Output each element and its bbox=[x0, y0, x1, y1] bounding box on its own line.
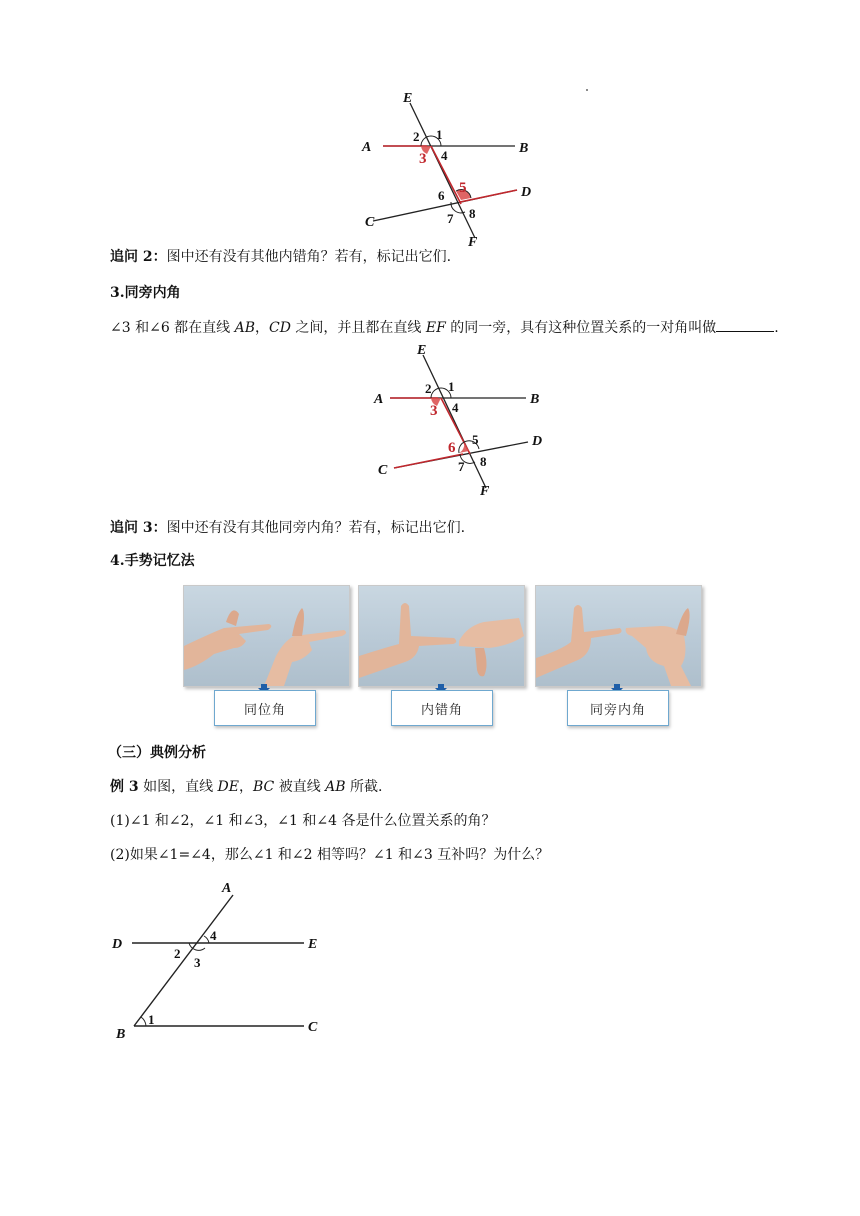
line-name-de: DE bbox=[217, 779, 239, 795]
point-label-d: D bbox=[112, 937, 123, 952]
angle-label-5: 5 bbox=[472, 432, 479, 447]
angle-label-4: 4 bbox=[210, 928, 217, 943]
angle-label-6: 6 bbox=[448, 440, 456, 456]
line-name-ab: AB bbox=[325, 779, 346, 795]
hand-gesture-illustration bbox=[359, 586, 524, 686]
line-ab bbox=[134, 895, 233, 1026]
point-label-a: A bbox=[374, 392, 384, 407]
example-3-statement bbox=[110, 777, 382, 797]
angle-label-2: 2 bbox=[413, 129, 420, 144]
stray-dot bbox=[586, 89, 588, 91]
followup-3 bbox=[110, 518, 465, 538]
sentence-part-1: ∠3 和∠6 都在直线 bbox=[110, 320, 235, 336]
point-label-e: E bbox=[417, 343, 427, 358]
point-label-c: C bbox=[378, 463, 388, 478]
line-name-bc: BC bbox=[252, 779, 275, 795]
angle-label-2: 2 bbox=[425, 381, 432, 396]
gesture-label-corresponding: 同位角 bbox=[214, 690, 316, 726]
point-label-e: E bbox=[308, 937, 318, 952]
figure-example-3 bbox=[108, 878, 338, 1048]
point-label-b: B bbox=[530, 392, 540, 407]
sentence-part-2: 之间，并且都在直线 bbox=[290, 320, 426, 336]
gesture-photo-same-side bbox=[535, 585, 702, 687]
angle-label-4: 4 bbox=[441, 148, 448, 163]
line-cd-red-segment bbox=[394, 454, 463, 468]
definition-sentence bbox=[110, 317, 779, 338]
angle-arc-4 bbox=[204, 936, 209, 943]
example-3-text-1: 如图，直线 bbox=[138, 779, 218, 795]
sentence-end: . bbox=[774, 320, 779, 336]
angle-label-2: 2 bbox=[174, 946, 181, 961]
line-ef bbox=[423, 355, 486, 488]
point-label-f: F bbox=[468, 235, 478, 248]
angle-label-1: 1 bbox=[436, 127, 443, 142]
angle-label-8: 8 bbox=[480, 454, 487, 469]
followup-3-text: 图中还有没有其他同旁内角？若有，标记出它们. bbox=[166, 520, 466, 536]
followup-2-text: 图中还有没有其他内错角？若有，标记出它们. bbox=[166, 249, 452, 265]
point-label-b: B bbox=[519, 141, 529, 156]
point-label-a: A bbox=[362, 140, 372, 155]
angle-label-4: 4 bbox=[452, 400, 459, 415]
answer-blank bbox=[716, 317, 774, 332]
gesture-label-alternate: 内错角 bbox=[391, 690, 493, 726]
angle-label-3: 3 bbox=[194, 955, 201, 970]
section-4-title: 4.手势记忆法 bbox=[110, 553, 195, 569]
angle-label-5: 5 bbox=[459, 180, 467, 196]
point-label-f: F bbox=[480, 484, 490, 499]
angle-label-3: 3 bbox=[419, 151, 427, 167]
angle-label-7: 7 bbox=[447, 211, 454, 226]
gesture-photo-corresponding bbox=[183, 585, 350, 687]
followup-3-label: 追问 3： bbox=[110, 520, 167, 536]
section-example-title: （三）典例分析 bbox=[108, 745, 206, 761]
line-name-ab: AB bbox=[234, 320, 256, 336]
point-label-d: D bbox=[521, 185, 532, 200]
line-name-ef: EF bbox=[425, 320, 446, 336]
example-3-label: 例 3 bbox=[110, 779, 139, 795]
section-3-title: 3.同旁内角 bbox=[110, 285, 181, 301]
gesture-photo-alternate bbox=[358, 585, 525, 687]
angle-label-3: 3 bbox=[430, 403, 438, 419]
figure-alternate-interior-angles bbox=[355, 88, 540, 248]
line-name-cd: CD bbox=[269, 320, 291, 336]
angle-label-6: 6 bbox=[438, 188, 445, 203]
point-label-b: B bbox=[116, 1027, 126, 1042]
point-label-c: C bbox=[365, 215, 375, 230]
angle-1-arc bbox=[141, 1017, 146, 1026]
followup-2 bbox=[110, 247, 451, 267]
hand-gesture-illustration bbox=[184, 586, 349, 686]
angle-label-7: 7 bbox=[458, 459, 465, 474]
example-3-comma: ， bbox=[238, 779, 253, 795]
angle-label-8: 8 bbox=[469, 206, 476, 221]
hand-gesture-illustration bbox=[536, 586, 701, 686]
angle-label-1: 1 bbox=[448, 379, 455, 394]
point-label-e: E bbox=[403, 91, 413, 106]
point-label-a: A bbox=[222, 881, 232, 896]
line-ef bbox=[410, 103, 475, 238]
point-label-c: C bbox=[308, 1020, 318, 1035]
question-2: (2)如果∠1=∠4，那么∠1 和∠2 相等吗？∠1 和∠3 互补吗？为什么？ bbox=[110, 847, 550, 863]
example-3-text-3: 所截. bbox=[345, 779, 383, 795]
sentence-comma: ， bbox=[255, 320, 270, 336]
sentence-part-3: 的同一旁，具有这种位置关系的一对角叫做 bbox=[445, 320, 717, 336]
figure-same-side-interior-angles bbox=[368, 340, 553, 500]
angle-label-1: 1 bbox=[148, 1012, 155, 1027]
gesture-label-same-side: 同旁内角 bbox=[567, 690, 669, 726]
followup-2-label: 追问 2： bbox=[110, 249, 167, 265]
example-3-text-2: 被直线 bbox=[274, 779, 326, 795]
point-label-d: D bbox=[532, 434, 543, 449]
question-1: (1)∠1 和∠2，∠1 和∠3，∠1 和∠4 各是什么位置关系的角？ bbox=[110, 813, 496, 829]
